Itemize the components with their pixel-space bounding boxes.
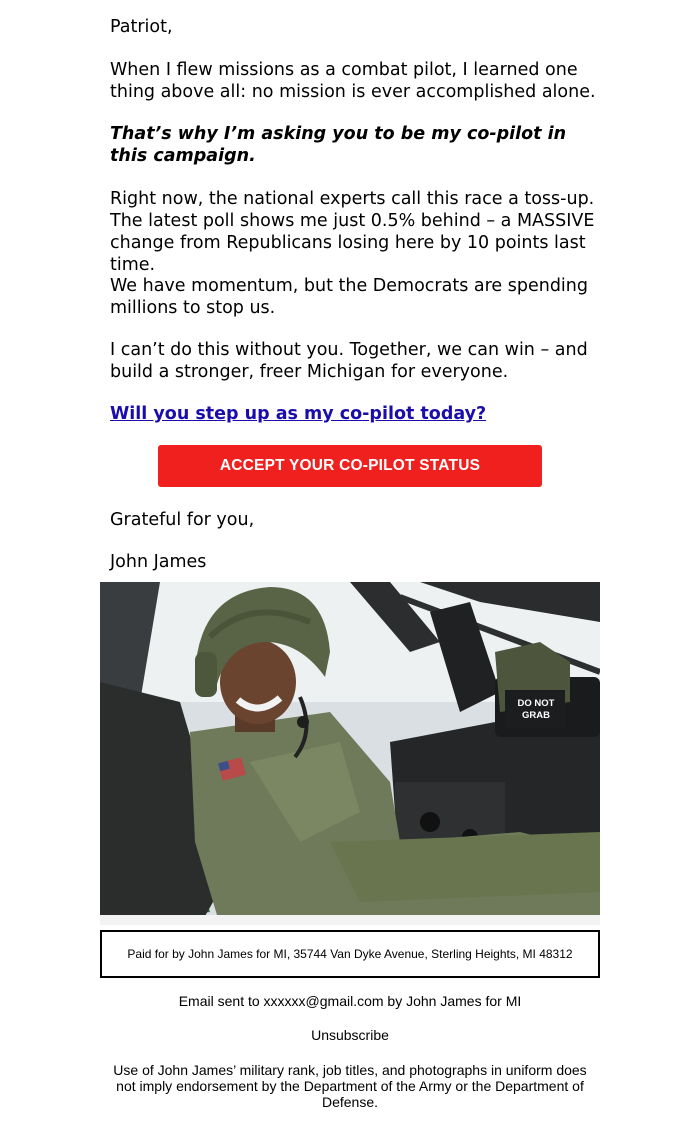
paragraph-together: I can’t do this without you. Together, we can win – and build a stronger, freer Michigan for everyone. [110,340,588,382]
paragraph-combat-pilot: When I flew missions as a combat pilot, I learned one thing above all: no mission is ever accomplished alone. [110,60,596,102]
paid-for-text: Paid for by John James for MI, 35744 Van Dyke Avenue, Sterling Heights, MI 48312 [127,947,573,961]
co-pilot-link[interactable]: Will you step up as my co-pilot today? [110,404,487,424]
paid-for-disclaimer [100,930,600,978]
military-disclaimer: Use of John James’ military rank, job titles, and photographs in uniform does not imply endorsement by the Department of the Army or the Department of Defense. [113,1062,587,1110]
email-sent-notice: Email sent to xxxxxx@gmail.com by John James for MI [178,993,522,1009]
panel-label-line2: GRAB [522,710,550,721]
paragraph-poll: Right now, the national experts call this race a toss-up. The latest poll shows me just 0.5% behind – a MASSIVE change from Republicans losing here by 10 points last time. [110,189,595,275]
unsubscribe-link[interactable]: Unsubscribe [311,1027,389,1043]
pilot-photo-illustration [100,582,600,925]
paragraph-co-pilot-ask: That’s why I’m asking you to be my co-pilot in this campaign. [110,124,567,166]
signature: John James [110,552,207,572]
greeting: Patriot, [110,17,173,37]
panel-label-line1: DO NOT [517,698,555,709]
closing: Grateful for you, [110,510,255,530]
accept-co-pilot-button[interactable]: ACCEPT YOUR CO-PILOT STATUS [158,445,542,487]
paragraph-momentum: We have momentum, but the Democrats are spending millions to stop us. [110,276,588,318]
pilot-cockpit-photo[interactable] [100,582,600,925]
